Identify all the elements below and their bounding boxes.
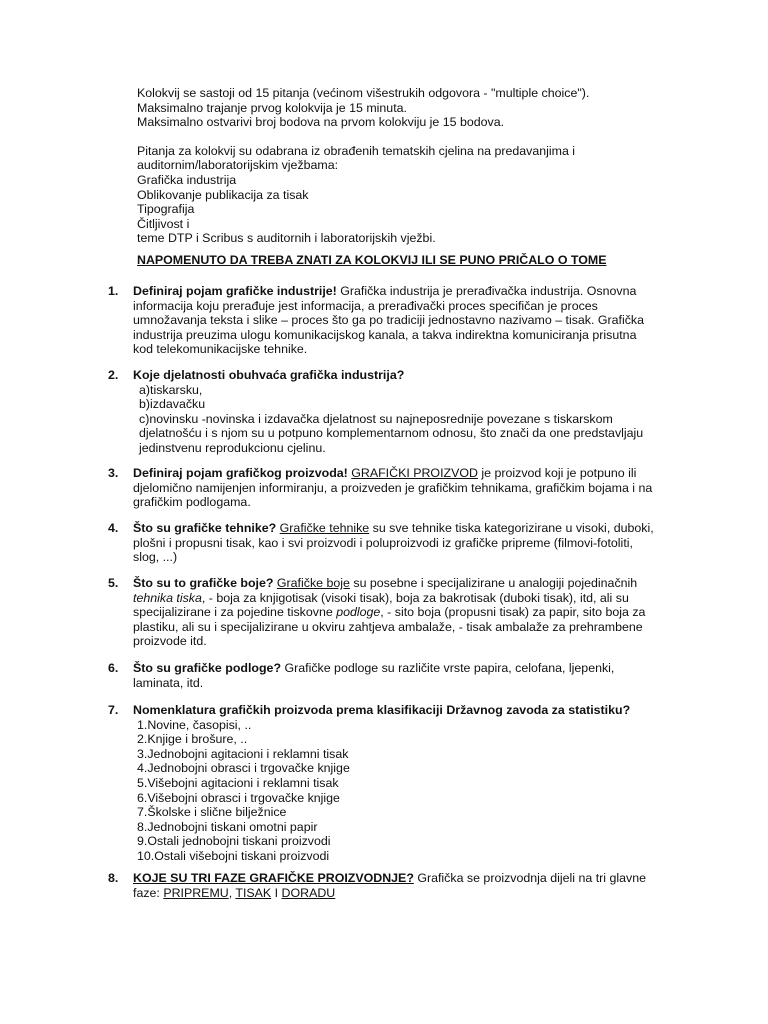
question-6	[108, 661, 688, 690]
term-doradu: DORADU	[281, 885, 336, 900]
topics-intro-line: Pitanja za kolokvij su odabrana iz obrađenih tematskih cjelina na predavanjima i	[137, 143, 576, 158]
italic-term: tehnika tiska	[133, 590, 202, 605]
question-title: KOJE SU TRI FAZE GRAFIČKE PROIZVODNJE?	[133, 871, 414, 885]
answer-text: umnožavanja teksta i slike – proces što ga po tradiciji jednostavno nazivamo – tisak. Grafička	[133, 313, 645, 328]
answer-text: su sve tehnike tiska kategorizirane u visoki, duboki,	[372, 521, 654, 535]
list-item: 9.Ostali jednobojni tiskani proizvodi	[137, 834, 331, 849]
list-item: 10.Ostali višebojni tiskani proizvodi	[137, 848, 330, 863]
answer-text: informacija koju prerađuje jest informacija, a prerađivački proces specifičan je proces	[133, 298, 598, 313]
topic-item: Tipografija	[137, 202, 195, 217]
separator: ,	[228, 885, 236, 900]
list-item: 4.Jednobojni obrasci i trgovačke knjige	[137, 761, 350, 776]
topics-intro-line: auditornim/laboratorijskim vježbama:	[137, 158, 339, 173]
answer-text: faze:	[133, 885, 164, 900]
answer-text: je proizvod koji je potpuno ili	[481, 466, 637, 480]
question-7	[108, 703, 688, 864]
question-5	[108, 576, 688, 649]
question-number: 1.	[108, 284, 119, 298]
answer-text: b)izdavačku	[139, 397, 206, 412]
topic-item: Oblikovanje publikacija za tisak	[137, 187, 309, 202]
list-item: 2.Knjige i brošure, ..	[137, 732, 248, 747]
answer-text: Grafička industrija je prerađivačka industrija. Osnovna	[336, 284, 637, 298]
term-tisak: TISAK	[235, 885, 272, 900]
question-number: 8.	[108, 871, 119, 885]
answer-text: su posebne i specijalizirane u analogiji pojedinačnih	[353, 576, 638, 590]
question-title: Nomenklatura grafičkih proizvoda prema klasifikaciji Državnog zavoda za statistiku?	[133, 703, 631, 717]
list-item: 7.Školske i slične bilježnice	[137, 805, 287, 820]
list-item: 1.Novine, časopisi, ..	[137, 717, 252, 732]
answer-text: plastiku, ali su i specijalizirane u okviru zahtjeva ambalaže, - tisak ambalaže za prehrambene	[133, 619, 643, 634]
answer-text: proizvode itd.	[133, 634, 207, 649]
topic-item: Grafička industrija	[137, 172, 237, 187]
question-title: Koje djelatnosti obuhvaća grafička industrija?	[133, 368, 405, 382]
answer-text: djelatnošću i s njom su u potpuno komplementarnom odnosu, što znači da one predstavljaju	[139, 426, 644, 441]
answer-text: a)tiskarsku,	[139, 382, 203, 397]
list-item: 5.Višebojni agitacioni i reklamni tisak	[137, 775, 339, 790]
separator: I	[271, 885, 282, 900]
topic-item: teme DTP i Scribus s auditornih i laboratorijskih vježbi.	[137, 231, 436, 246]
answer-text: kod telekomunikacijske tehnike.	[133, 342, 308, 357]
list-item: 3.Jednobojni agitacioni i reklamni tisak	[137, 746, 349, 761]
intro-line: Maksimalno trajanje prvog kolokvija je 15 minuta.	[137, 100, 407, 115]
answer-text: grafičkim podlogama.	[133, 495, 251, 510]
answer-text: Grafička se proizvodnja dijeli na tri glavne	[413, 871, 646, 885]
answer-text: industrija preuzima ulogu komunikacijskog kanala, a takva indirektna komuniciranja prisutna	[133, 327, 637, 342]
intro-line: Maksimalno ostvarivi broj bodova na prvom kolokviju je 15 bodova.	[137, 115, 505, 130]
intro-line: Kolokvij se sastoji od 15 pitanja (većinom višestrukih odgovora - "multiple choice").	[137, 86, 590, 100]
question-number: 4.	[108, 521, 119, 535]
topic-item: Čitljivost i	[137, 216, 190, 231]
question-8	[108, 871, 688, 900]
notice-heading: NAPOMENUTO DA TREBA ZNATI ZA KOLOKVIJ ILI SE PUNO PRIČALO O TOME	[137, 253, 607, 267]
answer-text: c)novinsku -novinska i izdavačka djelatnost su najneposrednije povezane s tiskarskom	[139, 411, 613, 426]
answer-text: , - boja za knjigotisak (visoki tisak), boja za bakrotisak (duboki tisak), itd, ali su	[201, 590, 629, 605]
answer-text: jedinstvenu reprodukcionu cjelinu.	[139, 440, 326, 455]
question-1	[108, 284, 688, 357]
answer-text: laminata, itd.	[133, 675, 204, 690]
question-2	[108, 368, 688, 456]
question-title: Što su to grafičke boje?	[133, 576, 274, 590]
answer-text: djelomično namijenjen informiranju, a proizveden je grafičkim tehnikama, grafičkim bojama i na	[133, 480, 653, 495]
question-number: 6.	[108, 661, 119, 675]
list-item: 8.Jednobojni tiskani omotni papir	[137, 819, 318, 834]
question-number: 7.	[108, 703, 119, 717]
answer-text: slog, ...)	[133, 550, 178, 565]
answer-text: , - sito boja (propusni tisak) za papir, sito boja za	[380, 605, 646, 620]
question-title: Što su grafičke podloge?	[133, 661, 282, 675]
answer-text: Grafičke podloge su različite vrste papira, celofana, ljepenki,	[281, 661, 615, 675]
term-pripremu: PRIPREMU	[163, 885, 229, 900]
question-title: Definiraj pojam grafičke industrije!	[133, 284, 337, 298]
question-number: 2.	[108, 368, 119, 382]
question-3	[108, 466, 688, 510]
nomenclature-list	[133, 718, 688, 864]
question-number: 3.	[108, 466, 119, 480]
term-grafičke-tehnike: Grafičke tehnike	[279, 521, 370, 535]
question-4	[108, 521, 688, 565]
intro-section	[137, 86, 697, 246]
answer-text: plošni i propusni tisak, kao i svi proizvodi i poluproizvodi iz grafičke pripreme (filmovi-fotoliti,	[133, 535, 633, 550]
term-grafički-proizvod: GRAFIČKI PROIZVOD	[351, 466, 478, 480]
question-number: 5.	[108, 576, 119, 590]
answer-text: specijalizirane i za pojedine tiskovne	[133, 605, 337, 620]
italic-term: podloge	[336, 605, 381, 620]
list-item: 6.Višebojni obrasci i trgovačke knjige	[137, 790, 340, 805]
term-grafičke-boje: Grafičke boje	[276, 576, 350, 590]
question-title: Definiraj pojam grafičkog proizvoda!	[133, 466, 348, 480]
question-title: Što su grafičke tehnike?	[133, 521, 277, 535]
